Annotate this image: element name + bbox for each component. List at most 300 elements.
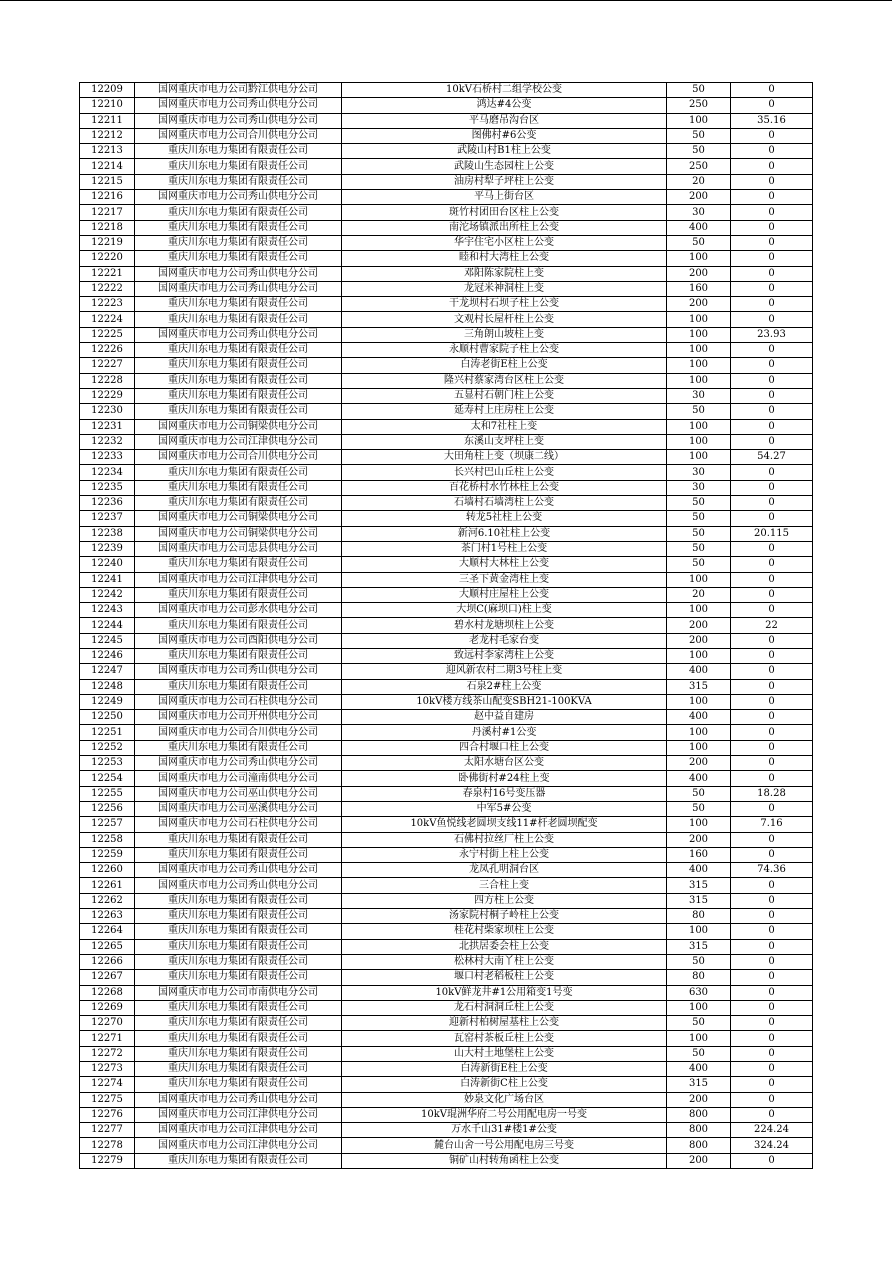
value-cell: 23.93 [731, 327, 813, 342]
transformer-name-cell: 干龙坝村石坝子柱上公变 [342, 297, 667, 312]
value-cell: 0 [731, 557, 813, 572]
value-cell: 7.16 [731, 817, 813, 832]
company-cell: 重庆川东电力集团有限责任公司 [135, 159, 342, 174]
value-cell: 0 [731, 1107, 813, 1122]
table-row [80, 343, 813, 358]
row-id-cell: 12271 [80, 1031, 135, 1046]
table-row [80, 113, 813, 128]
company-cell: 重庆川东电力集团有限责任公司 [135, 954, 342, 969]
row-id-cell: 12243 [80, 603, 135, 618]
capacity-cell: 100 [667, 924, 731, 939]
transformer-name-cell: 四合村堰口柱上公变 [342, 740, 667, 755]
transformer-name-cell: 转龙5社柱上公变 [342, 511, 667, 526]
transformer-name-cell: 邓阳陈家院柱上变 [342, 266, 667, 281]
transformer-name-cell: 麓台山舍一号公用配电房三号变 [342, 1138, 667, 1153]
capacity-cell: 200 [667, 190, 731, 205]
transformer-name-cell: 五显村石朝门柱上公变 [342, 388, 667, 403]
value-cell: 0 [731, 343, 813, 358]
row-id-cell: 12215 [80, 174, 135, 189]
transformer-name-cell: 东溪山支坪柱上变 [342, 434, 667, 449]
value-cell: 0 [731, 648, 813, 663]
capacity-cell: 400 [667, 664, 731, 679]
capacity-cell: 315 [667, 878, 731, 893]
value-cell: 0 [731, 603, 813, 618]
table-row [80, 541, 813, 556]
transformer-table [79, 82, 813, 1169]
transformer-name-cell: 鸿达#4公变 [342, 98, 667, 113]
company-cell: 国网重庆市电力公司铜梁供电分公司 [135, 526, 342, 541]
transformer-name-cell: 白涛新街E柱上公变 [342, 1062, 667, 1077]
table-row [80, 1153, 813, 1168]
row-id-cell: 12229 [80, 388, 135, 403]
value-cell: 0 [731, 251, 813, 266]
capacity-cell: 400 [667, 863, 731, 878]
company-cell: 重庆川东电力集团有限责任公司 [135, 847, 342, 862]
row-id-cell: 12254 [80, 771, 135, 786]
company-cell: 国网重庆市电力公司铜梁供电分公司 [135, 419, 342, 434]
capacity-cell: 100 [667, 373, 731, 388]
table-row [80, 480, 813, 495]
value-cell: 0 [731, 893, 813, 908]
row-id-cell: 12238 [80, 526, 135, 541]
row-id-cell: 12222 [80, 281, 135, 296]
value-cell: 0 [731, 847, 813, 862]
table-row [80, 832, 813, 847]
transformer-name-cell: 堰口村老稻板柱上公变 [342, 970, 667, 985]
transformer-name-cell: 中军5#公变 [342, 801, 667, 816]
table-row [80, 633, 813, 648]
row-id-cell: 12259 [80, 847, 135, 862]
table-row [80, 1077, 813, 1092]
transformer-name-cell: 赵中益自建房 [342, 710, 667, 725]
row-id-cell: 12273 [80, 1062, 135, 1077]
company-cell: 重庆川东电力集团有限责任公司 [135, 557, 342, 572]
value-cell: 0 [731, 1046, 813, 1061]
row-id-cell: 12264 [80, 924, 135, 939]
transformer-name-cell: 石泉2#柱上公变 [342, 679, 667, 694]
capacity-cell: 50 [667, 557, 731, 572]
company-cell: 重庆川东电力集团有限责任公司 [135, 343, 342, 358]
company-cell: 重庆川东电力集团有限责任公司 [135, 618, 342, 633]
transformer-name-cell: 春泉村16号变压器 [342, 786, 667, 801]
table-row [80, 190, 813, 205]
row-id-cell: 12251 [80, 725, 135, 740]
value-cell: 0 [731, 220, 813, 235]
capacity-cell: 50 [667, 128, 731, 143]
table-row [80, 404, 813, 419]
transformer-name-cell: 大顺村大林柱上公变 [342, 557, 667, 572]
table-row [80, 327, 813, 342]
company-cell: 国网重庆市电力公司市南供电分公司 [135, 985, 342, 1000]
table-row [80, 572, 813, 587]
capacity-cell: 50 [667, 786, 731, 801]
company-cell: 国网重庆市电力公司江津供电分公司 [135, 1138, 342, 1153]
table-row [80, 893, 813, 908]
table-row [80, 205, 813, 220]
table-row [80, 358, 813, 373]
company-cell: 国网重庆市电力公司秀山供电分公司 [135, 281, 342, 296]
capacity-cell: 20 [667, 174, 731, 189]
company-cell: 重庆川东电力集团有限责任公司 [135, 480, 342, 495]
capacity-cell: 50 [667, 801, 731, 816]
value-cell: 0 [731, 465, 813, 480]
value-cell: 0 [731, 1077, 813, 1092]
value-cell: 0 [731, 740, 813, 755]
row-id-cell: 12212 [80, 128, 135, 143]
company-cell: 重庆川东电力集团有限责任公司 [135, 297, 342, 312]
row-id-cell: 12220 [80, 251, 135, 266]
capacity-cell: 100 [667, 1000, 731, 1015]
company-cell: 重庆川东电力集团有限责任公司 [135, 893, 342, 908]
table-row [80, 664, 813, 679]
capacity-cell: 30 [667, 465, 731, 480]
value-cell: 0 [731, 710, 813, 725]
table-row [80, 985, 813, 1000]
value-cell: 20.115 [731, 526, 813, 541]
value-cell: 22 [731, 618, 813, 633]
row-id-cell: 12209 [80, 83, 135, 98]
company-cell: 国网重庆市电力公司秀山供电分公司 [135, 878, 342, 893]
company-cell: 国网重庆市电力公司石柱供电分公司 [135, 817, 342, 832]
transformer-name-cell: 白涛老街E柱上公变 [342, 358, 667, 373]
capacity-cell: 50 [667, 83, 731, 98]
value-cell: 0 [731, 281, 813, 296]
table-row [80, 98, 813, 113]
company-cell: 重庆川东电力集团有限责任公司 [135, 587, 342, 602]
value-cell: 0 [731, 297, 813, 312]
transformer-name-cell: 致远村李家湾柱上公变 [342, 648, 667, 663]
row-id-cell: 12274 [80, 1077, 135, 1092]
table-row [80, 786, 813, 801]
company-cell: 国网重庆市电力公司忠县供电分公司 [135, 541, 342, 556]
table-row [80, 526, 813, 541]
transformer-name-cell: 10kV鱼悦线老圆坝支线11#杆老圆坝配变 [342, 817, 667, 832]
company-cell: 国网重庆市电力公司黔江供电分公司 [135, 83, 342, 98]
capacity-cell: 100 [667, 450, 731, 465]
company-cell: 重庆川东电力集团有限责任公司 [135, 924, 342, 939]
table-row [80, 878, 813, 893]
capacity-cell: 400 [667, 1062, 731, 1077]
row-id-cell: 12247 [80, 664, 135, 679]
value-cell: 0 [731, 1000, 813, 1015]
row-id-cell: 12241 [80, 572, 135, 587]
row-id-cell: 12261 [80, 878, 135, 893]
table-row [80, 648, 813, 663]
table-row [80, 603, 813, 618]
row-id-cell: 12262 [80, 893, 135, 908]
row-id-cell: 12267 [80, 970, 135, 985]
company-cell: 国网重庆市电力公司石柱供电分公司 [135, 694, 342, 709]
company-cell: 国网重庆市电力公司秀山供电分公司 [135, 98, 342, 113]
company-cell: 国网重庆市电力公司彭水供电分公司 [135, 603, 342, 618]
value-cell: 0 [731, 388, 813, 403]
value-cell: 0 [731, 144, 813, 159]
capacity-cell: 160 [667, 281, 731, 296]
transformer-name-cell: 平马磨吊沟台区 [342, 113, 667, 128]
transformer-name-cell: 迎新村柏树屋基柱上公变 [342, 1016, 667, 1031]
row-id-cell: 12240 [80, 557, 135, 572]
company-cell: 重庆川东电力集团有限责任公司 [135, 358, 342, 373]
value-cell: 0 [731, 83, 813, 98]
capacity-cell: 100 [667, 694, 731, 709]
capacity-cell: 30 [667, 388, 731, 403]
table-row [80, 128, 813, 143]
value-cell: 0 [731, 159, 813, 174]
capacity-cell: 50 [667, 144, 731, 159]
company-cell: 国网重庆市电力公司江津供电分公司 [135, 1107, 342, 1122]
row-id-cell: 12270 [80, 1016, 135, 1031]
capacity-cell: 315 [667, 893, 731, 908]
table-row [80, 970, 813, 985]
row-id-cell: 12272 [80, 1046, 135, 1061]
capacity-cell: 200 [667, 756, 731, 771]
row-id-cell: 12210 [80, 98, 135, 113]
value-cell: 0 [731, 235, 813, 250]
value-cell: 0 [731, 511, 813, 526]
table-row [80, 83, 813, 98]
capacity-cell: 800 [667, 1123, 731, 1138]
company-cell: 国网重庆市电力公司合川供电分公司 [135, 128, 342, 143]
company-cell: 国网重庆市电力公司秀山供电分公司 [135, 1092, 342, 1107]
transformer-name-cell: 百花桥村水竹林柱上公变 [342, 480, 667, 495]
value-cell: 0 [731, 694, 813, 709]
company-cell: 国网重庆市电力公司秀山供电分公司 [135, 863, 342, 878]
capacity-cell: 100 [667, 358, 731, 373]
capacity-cell: 200 [667, 832, 731, 847]
transformer-name-cell: 永顺村曹家院子柱上公变 [342, 343, 667, 358]
value-cell: 324.24 [731, 1138, 813, 1153]
row-id-cell: 12234 [80, 465, 135, 480]
value-cell: 0 [731, 878, 813, 893]
row-id-cell: 12279 [80, 1153, 135, 1168]
table-row [80, 1046, 813, 1061]
value-cell: 0 [731, 924, 813, 939]
table-row [80, 725, 813, 740]
table-body [80, 83, 813, 1169]
row-id-cell: 12275 [80, 1092, 135, 1107]
capacity-cell: 50 [667, 954, 731, 969]
row-id-cell: 12236 [80, 496, 135, 511]
company-cell: 国网重庆市电力公司秀山供电分公司 [135, 664, 342, 679]
company-cell: 重庆川东电力集团有限责任公司 [135, 679, 342, 694]
capacity-cell: 100 [667, 251, 731, 266]
row-id-cell: 12223 [80, 297, 135, 312]
transformer-name-cell: 茶门村1号柱上公变 [342, 541, 667, 556]
company-cell: 重庆川东电力集团有限责任公司 [135, 496, 342, 511]
table-row [80, 1016, 813, 1031]
row-id-cell: 12265 [80, 939, 135, 954]
company-cell: 国网重庆市电力公司江津供电分公司 [135, 434, 342, 449]
table-row [80, 312, 813, 327]
value-cell: 0 [731, 404, 813, 419]
table-row [80, 863, 813, 878]
row-id-cell: 12278 [80, 1138, 135, 1153]
value-cell: 0 [731, 434, 813, 449]
table-row [80, 1123, 813, 1138]
value-cell: 0 [731, 679, 813, 694]
row-id-cell: 12214 [80, 159, 135, 174]
capacity-cell: 200 [667, 297, 731, 312]
row-id-cell: 12257 [80, 817, 135, 832]
value-cell: 0 [731, 939, 813, 954]
table-row [80, 954, 813, 969]
company-cell: 重庆川东电力集团有限责任公司 [135, 909, 342, 924]
capacity-cell: 100 [667, 113, 731, 128]
transformer-name-cell: 三圣下黄金湾柱上变 [342, 572, 667, 587]
capacity-cell: 800 [667, 1138, 731, 1153]
capacity-cell: 400 [667, 220, 731, 235]
row-id-cell: 12227 [80, 358, 135, 373]
capacity-cell: 200 [667, 618, 731, 633]
row-id-cell: 12231 [80, 419, 135, 434]
transformer-name-cell: 图佛村#6公变 [342, 128, 667, 143]
company-cell: 国网重庆市电力公司铜梁供电分公司 [135, 511, 342, 526]
table-row [80, 618, 813, 633]
company-cell: 国网重庆市电力公司开州供电分公司 [135, 710, 342, 725]
transformer-name-cell: 龙石村洞洞丘柱上公变 [342, 1000, 667, 1015]
company-cell: 国网重庆市电力公司秀山供电分公司 [135, 327, 342, 342]
company-cell: 重庆川东电力集团有限责任公司 [135, 404, 342, 419]
company-cell: 重庆川东电力集团有限责任公司 [135, 970, 342, 985]
capacity-cell: 50 [667, 1016, 731, 1031]
row-id-cell: 12260 [80, 863, 135, 878]
capacity-cell: 50 [667, 496, 731, 511]
capacity-cell: 100 [667, 648, 731, 663]
table-row [80, 1031, 813, 1046]
table-row [80, 1092, 813, 1107]
row-id-cell: 12256 [80, 801, 135, 816]
capacity-cell: 50 [667, 1046, 731, 1061]
value-cell: 0 [731, 1062, 813, 1077]
capacity-cell: 100 [667, 434, 731, 449]
capacity-cell: 100 [667, 817, 731, 832]
capacity-cell: 100 [667, 343, 731, 358]
table-row [80, 450, 813, 465]
capacity-cell: 250 [667, 98, 731, 113]
capacity-cell: 50 [667, 526, 731, 541]
company-cell: 国网重庆市电力公司巫山供电分公司 [135, 786, 342, 801]
capacity-cell: 315 [667, 1077, 731, 1092]
capacity-cell: 800 [667, 1107, 731, 1122]
transformer-name-cell: 北拱居委会柱上公变 [342, 939, 667, 954]
transformer-name-cell: 文观村长屋杆柱上公变 [342, 312, 667, 327]
table-row [80, 679, 813, 694]
table-row [80, 817, 813, 832]
table-row [80, 496, 813, 511]
capacity-cell: 100 [667, 1031, 731, 1046]
value-cell: 0 [731, 664, 813, 679]
capacity-cell: 50 [667, 235, 731, 250]
row-id-cell: 12242 [80, 587, 135, 602]
capacity-cell: 200 [667, 266, 731, 281]
capacity-cell: 20 [667, 587, 731, 602]
capacity-cell: 100 [667, 312, 731, 327]
company-cell: 重庆川东电力集团有限责任公司 [135, 740, 342, 755]
transformer-name-cell: 南沱场镇派出所柱上公变 [342, 220, 667, 235]
row-id-cell: 12219 [80, 235, 135, 250]
transformer-name-cell: 碧水村龙塘坝柱上公变 [342, 618, 667, 633]
transformer-name-cell: 迎风新农村二期3号柱上变 [342, 664, 667, 679]
row-id-cell: 12218 [80, 220, 135, 235]
company-cell: 国网重庆市电力公司酉阳供电分公司 [135, 633, 342, 648]
value-cell: 74.36 [731, 863, 813, 878]
value-cell: 0 [731, 1016, 813, 1031]
value-cell: 0 [731, 190, 813, 205]
value-cell: 0 [731, 174, 813, 189]
value-cell: 0 [731, 419, 813, 434]
transformer-name-cell: 龙凤孔明洞台区 [342, 863, 667, 878]
transformer-name-cell: 卧佛街村#24柱上变 [342, 771, 667, 786]
company-cell: 重庆川东电力集团有限责任公司 [135, 465, 342, 480]
company-cell: 重庆川东电力集团有限责任公司 [135, 1016, 342, 1031]
row-id-cell: 12249 [80, 694, 135, 709]
row-id-cell: 12211 [80, 113, 135, 128]
table-row [80, 1138, 813, 1153]
transformer-name-cell: 隆兴村蔡家湾台区柱上公变 [342, 373, 667, 388]
row-id-cell: 12213 [80, 144, 135, 159]
capacity-cell: 100 [667, 419, 731, 434]
company-cell: 重庆川东电力集团有限责任公司 [135, 220, 342, 235]
row-id-cell: 12235 [80, 480, 135, 495]
top-rule [0, 0, 892, 1]
company-cell: 国网重庆市电力公司合川供电分公司 [135, 725, 342, 740]
row-id-cell: 12216 [80, 190, 135, 205]
value-cell: 0 [731, 98, 813, 113]
table-row [80, 587, 813, 602]
value-cell: 0 [731, 1153, 813, 1168]
table-row [80, 939, 813, 954]
table-row [80, 694, 813, 709]
table-row [80, 297, 813, 312]
value-cell: 0 [731, 985, 813, 1000]
row-id-cell: 12221 [80, 266, 135, 281]
value-cell: 54.27 [731, 450, 813, 465]
table-row [80, 771, 813, 786]
transformer-name-cell: 10kV琨洲华府二号公用配电房一号变 [342, 1107, 667, 1122]
capacity-cell: 100 [667, 740, 731, 755]
table-row [80, 557, 813, 572]
table-row [80, 281, 813, 296]
company-cell: 重庆川东电力集团有限责任公司 [135, 388, 342, 403]
company-cell: 国网重庆市电力公司江津供电分公司 [135, 572, 342, 587]
transformer-name-cell: 大坝C(麻坝口)柱上变 [342, 603, 667, 618]
table-row [80, 465, 813, 480]
row-id-cell: 12232 [80, 434, 135, 449]
value-cell: 0 [731, 496, 813, 511]
transformer-name-cell: 松林村大南丫柱上公变 [342, 954, 667, 969]
capacity-cell: 100 [667, 327, 731, 342]
row-id-cell: 12252 [80, 740, 135, 755]
table-row [80, 174, 813, 189]
table-row [80, 756, 813, 771]
row-id-cell: 12269 [80, 1000, 135, 1015]
row-id-cell: 12268 [80, 985, 135, 1000]
capacity-cell: 315 [667, 939, 731, 954]
value-cell: 0 [731, 725, 813, 740]
transformer-name-cell: 新河6.10社柱上公变 [342, 526, 667, 541]
company-cell: 重庆川东电力集团有限责任公司 [135, 1000, 342, 1015]
table-row [80, 220, 813, 235]
value-cell: 18.28 [731, 786, 813, 801]
table-row [80, 511, 813, 526]
table-row [80, 909, 813, 924]
company-cell: 重庆川东电力集团有限责任公司 [135, 144, 342, 159]
capacity-cell: 250 [667, 159, 731, 174]
transformer-name-cell: 桂花村柴家坝柱上公变 [342, 924, 667, 939]
transformer-name-cell: 老龙村毛家台变 [342, 633, 667, 648]
transformer-name-cell: 武陵山村B1柱上公变 [342, 144, 667, 159]
transformer-name-cell: 延寿村上庄房柱上公变 [342, 404, 667, 419]
